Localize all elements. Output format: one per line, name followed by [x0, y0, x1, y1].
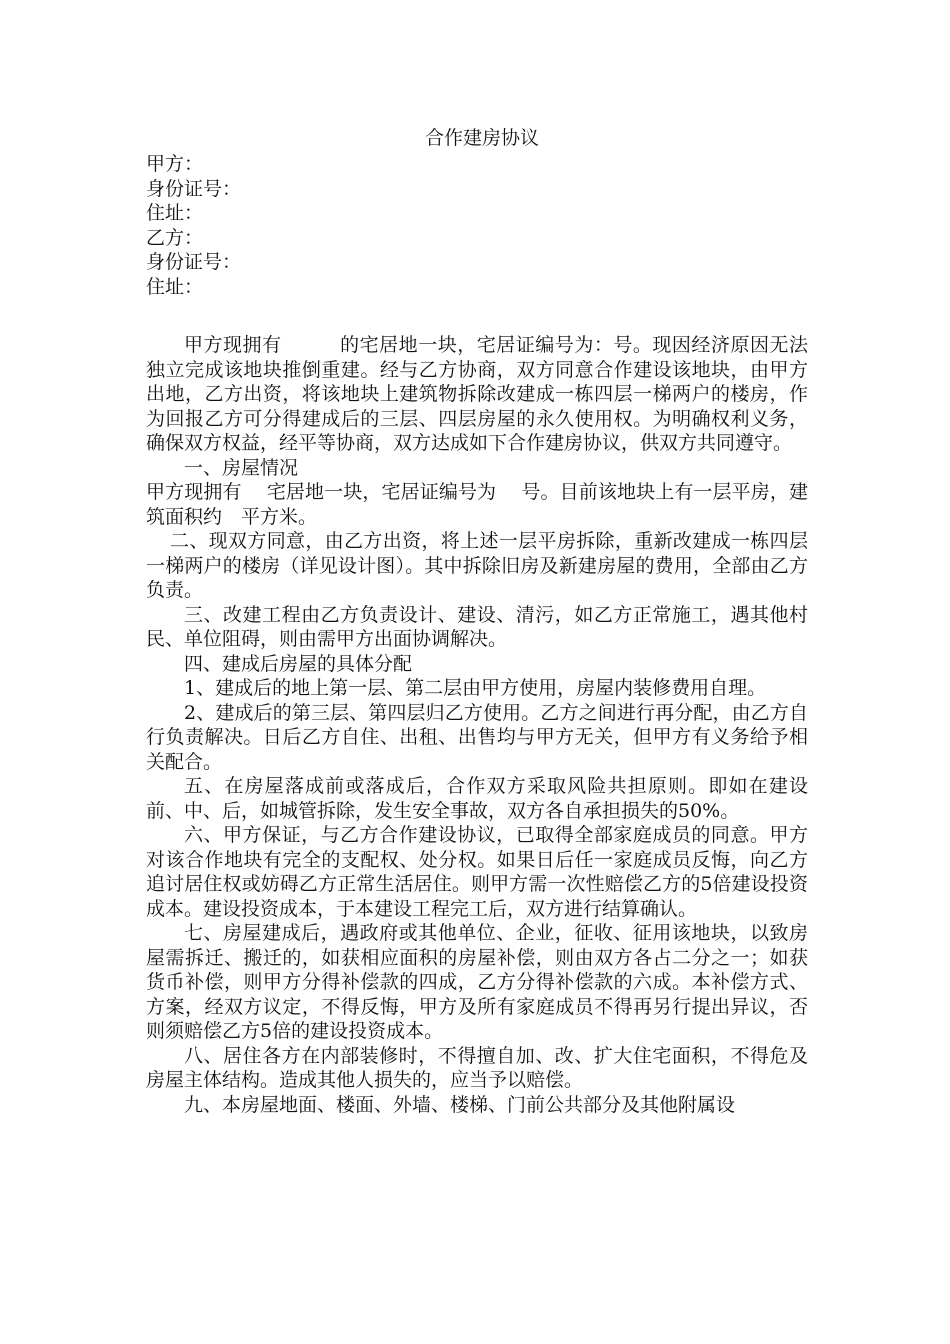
section-1-body: 甲方现拥有 宅居地一块，宅居证编号为 号。目前该地块上有一层平房，建筑面积约 平方米。 [146, 481, 808, 528]
section-3: 三、改建工程由乙方负责设计、建设、清污，如乙方正常施工，遇其他村民、单位阻碍，则由需甲方出面协调解决。 [146, 603, 808, 650]
section-4-item-1: 1、建成后的地上第一层、第二层由甲方使用，房屋内装修费用自理。 [184, 677, 767, 699]
blank-gap [146, 299, 808, 333]
section-1-heading: 一、房屋情况 [184, 456, 299, 479]
section-7: 七、房屋建成后，遇政府或其他单位、企业，征收、征用该地块，以致房屋需拆迁、搬迁的，如获相应面积的房屋补偿，则由双方各占二分之一；如获货币补偿，则甲方分得补偿款的四成，乙方分得补偿款的六成。本补偿方式、方案，经双方议定，不得反悔，甲方及所有家庭成员不得再另行提出异议，否则须赔偿乙方5倍的建设投资成本。 [146, 922, 808, 1042]
document-title: 合作建房协议 [424, 127, 539, 149]
section-4-item-2: 2、建成后的第三层、第四层归乙方使用。乙方之间进行再分配，由乙方自行负责解决。日后乙方自住、出租、出售均与甲方无关，但甲方有义务给予相关配合。 [146, 701, 808, 773]
intro-paragraph: 甲方现拥有 的宅居地一块，宅居证编号为：号。现因经济原因无法独立完成该地块推倒重建。经与乙方协商，双方同意合作建设该地块，由甲方出地，乙方出资，将该地块上建筑物拆除改建成一栋四层一梯两户的楼房，作为回报乙方可分得建成后的三层、四层房屋的永久使用权。为明确权利义务，确保双方权益，经平等协商，双方达成如下合作建房协议，供双方共同遵守。 [146, 334, 808, 454]
section-9: 九、本房屋地面、楼面、外墙、楼梯、门前公共部分及其他附属设 [184, 1093, 736, 1116]
section-8: 八、居住各方在内部装修时，不得擅自加、改、扩大住宅面积，不得危及房屋主体结构。造成其他人损失的，应当予以赔偿。 [146, 1044, 808, 1091]
section-5: 五、在房屋落成前或落成后，合作双方采取风险共担原则。即如在建设前、中、后，如城管拆除，发生安全事故，双方各自承担损失的50%。 [146, 775, 808, 822]
party-b-id-label: 身份证号： [146, 251, 242, 273]
document-body [146, 126, 808, 1117]
party-a-id-label: 身份证号： [146, 177, 242, 200]
party-a-address-label: 住址： [146, 202, 204, 224]
party-a-label: 甲方： [146, 153, 204, 175]
section-2: 二、现双方同意，由乙方出资，将上述一层平房拆除，重新改建成一栋四层一梯两户的楼房（详见设计图）。其中拆除旧房及新建房屋的费用，全部由乙方负责。 [146, 530, 808, 601]
section-6: 六、甲方保证，与乙方合作建设协议，已取得全部家庭成员的同意。甲方对该合作地块有完全的支配权、处分权。如果日后任一家庭成员反悔，向乙方追讨居住权或妨碍乙方正常生活居住。则甲方需一次性赔偿乙方的5倍建设投资成本。建设投资成本，于本建设工程完工后，双方进行结算确认。 [146, 824, 808, 920]
section-4-heading: 四、建成后房屋的具体分配 [184, 652, 413, 675]
party-b-address-label: 住址： [146, 275, 204, 298]
party-b-label: 乙方： [146, 226, 204, 249]
